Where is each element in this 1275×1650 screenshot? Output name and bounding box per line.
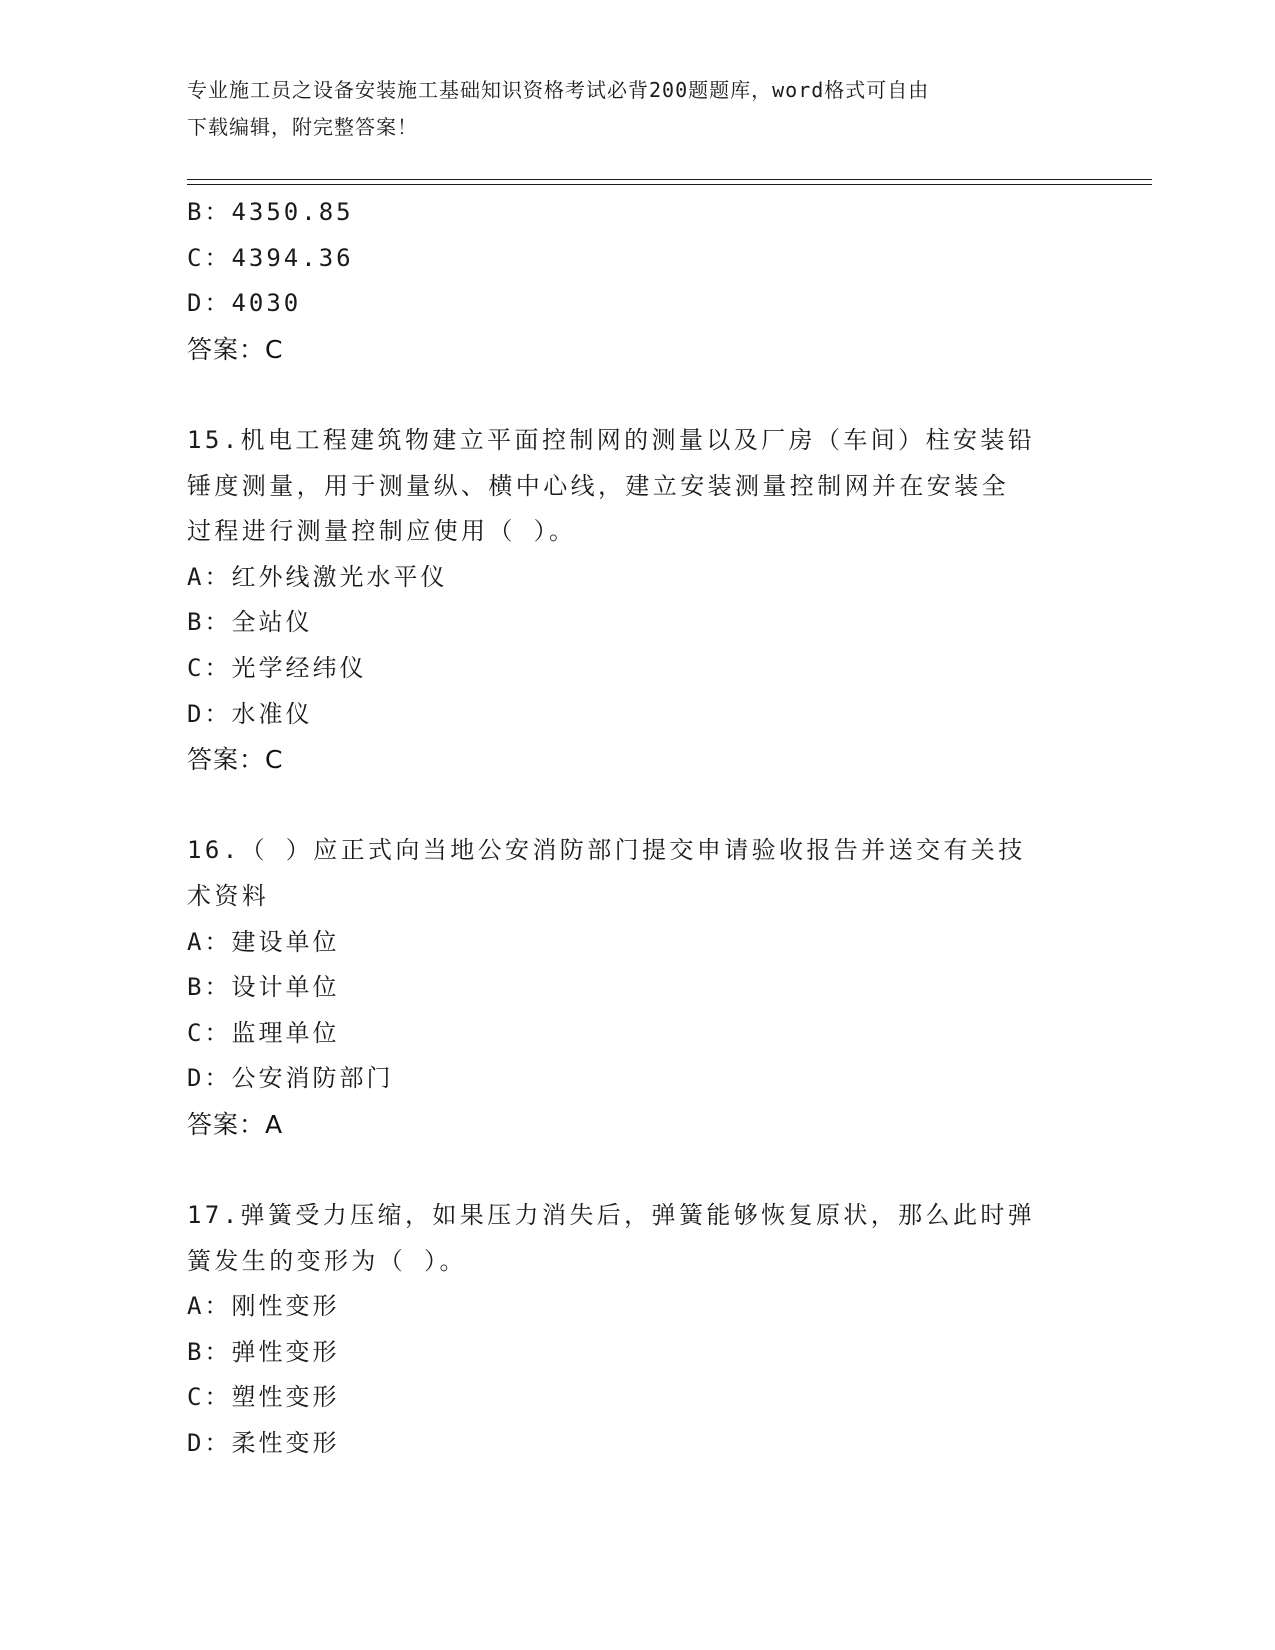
option-b: B：弹性变形 [187,1337,340,1366]
question-content [187,190,1087,1467]
question-text-line: 17.弹簧受力压缩，如果压力消失后，弹簧能够恢复原状，那么此时弹 [187,1201,1036,1230]
answer-line: 答案：C [187,745,284,775]
option-d: D：水准仪 [187,699,313,728]
option-d: D：4030 [187,289,302,318]
option-a: A：红外线激光水平仪 [187,562,448,591]
option-c: C：4394.36 [187,243,354,272]
answer-line: 答案：A [187,1109,284,1139]
question-15 [187,418,1087,783]
question-text-line: 15.机电工程建筑物建立平面控制网的测量以及厂房（车间）柱安装铅 [187,425,1036,454]
spacer [187,372,1087,418]
question-17 [187,1193,1087,1467]
header-divider-bottom [187,184,1152,185]
option-a: A：建设单位 [187,927,340,956]
option-c: C：监理单位 [187,1018,340,1047]
question-text [187,418,1087,555]
header-line-1: 专业施工员之设备安装施工基础知识资格考试必背200题题库，word格式可自由 [187,78,930,102]
question-text-line: 术资料 [187,881,270,910]
option-b: B：4350.85 [187,198,354,226]
question-16 [187,828,1087,1147]
option-b: B：全站仪 [187,608,313,637]
option-b: B：设计单位 [187,973,340,1002]
spacer [187,783,1087,829]
option-a: A：刚性变形 [187,1292,340,1321]
question-text-line: 过程进行测量控制应使用（ ）。 [187,517,577,546]
prev-question-tail [187,190,1087,372]
header-line-2: 下载编辑，附完整答案！ [187,115,418,139]
option-d: D：公安消防部门 [187,1064,394,1093]
option-c: C：塑性变形 [187,1383,340,1412]
question-text [187,828,1087,919]
spacer [187,1147,1087,1193]
question-text-line: 簧发生的变形为（ ）。 [187,1246,467,1275]
header-divider-top [187,179,1152,180]
question-text [187,1193,1087,1284]
option-d: D：柔性变形 [187,1429,340,1458]
document-header [187,72,1067,146]
question-text-line: 16.（ ）应正式向当地公安消防部门提交申请验收报告并送交有关技 [187,836,1026,865]
answer-line: 答案：C [187,334,284,364]
question-text-line: 锤度测量，用于测量纵、横中心线，建立安装测量控制网并在安装全 [187,471,1009,500]
option-c: C：光学经纬仪 [187,653,367,682]
